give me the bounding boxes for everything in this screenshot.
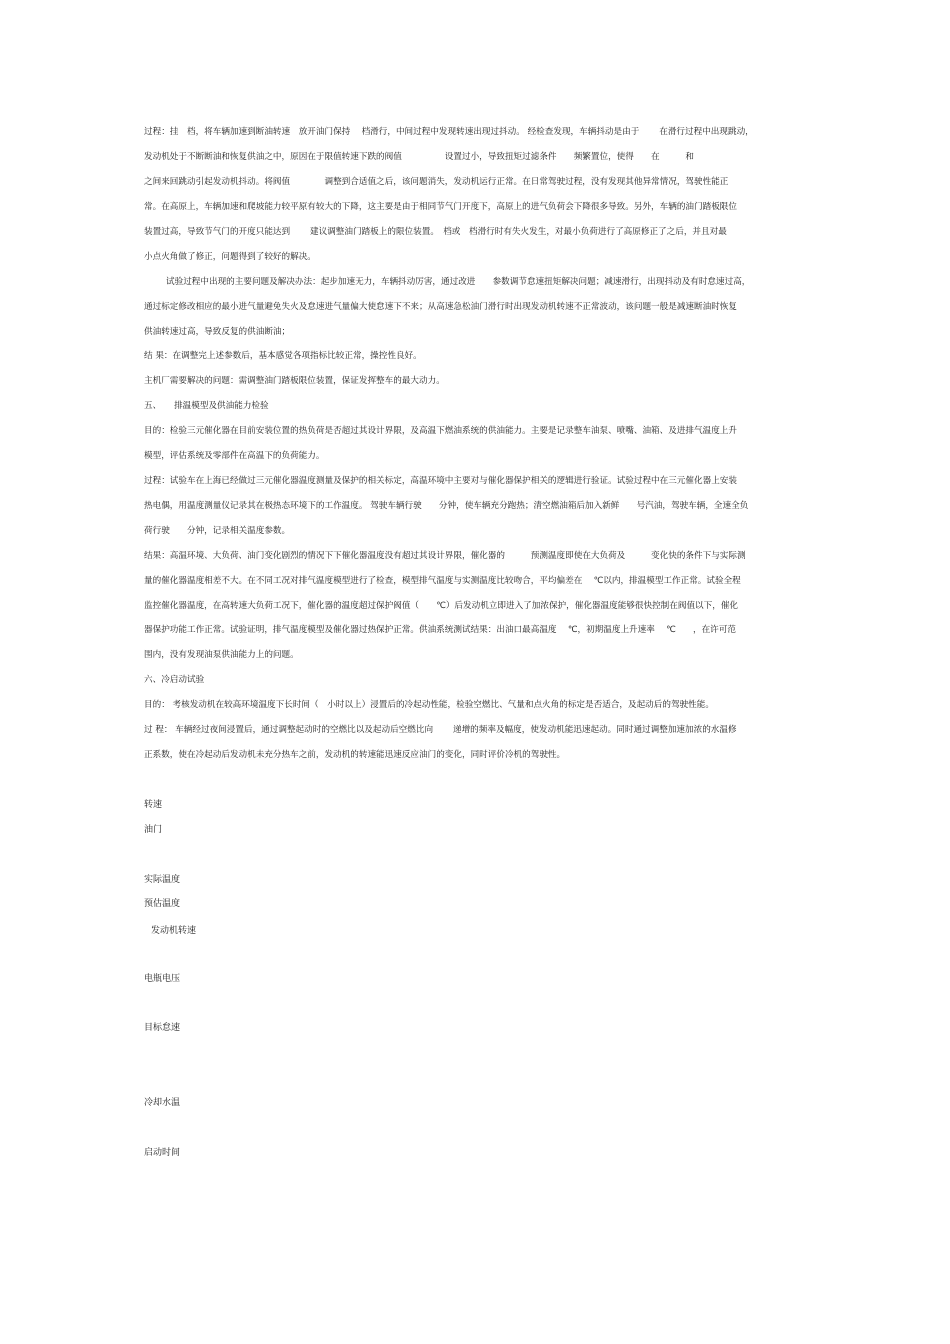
figure-label: 实际温度 [144, 875, 181, 885]
paragraph-line: 小点火角做了修正，问题得到了较好的解决。 [144, 252, 316, 262]
paragraph-line: 目的： 考核发动机在较高环境温度下长时间（ 小时以上）浸置后的冷起动性能，检验空燃比、气量和点火角的标定是否适合，及起动后的驾驶性能。 [144, 700, 714, 710]
paragraph-line: 通过标定修改相应的最小进气量避免失火及怠速进气量偏大使怠速下不来；从高速急松油门滑行时出现发动机转速不正常波动，该问题一般是减速断油时恢复 [144, 302, 737, 312]
figure-label: 启动时间 [144, 1148, 181, 1158]
paragraph-line: 试验过程中出现的主要问题及解决办法：起步加速无力，车辆抖动厉害，通过改进 参数调节怠速扭矩解决问题；减速滑行，出现抖动及有时怠速过高， [166, 277, 751, 287]
paragraph-line: 常。在高原上，车辆加速和爬坡能力较平原有较大的下降，这主要是由于相同节气门开度下，高原上的进气负荷会下降很多导致。另外，车辆的油门踏板限位 [144, 202, 737, 212]
paragraph-line: 荷行驶 分钟，记录相关温度参数。 [144, 526, 291, 536]
paragraph-line: 装置过高，导致节气门的开度只能达到 建议调整油门踏板上的限位装置。 档或 档滑行时有失火发生，对最小负荷进行了高原修正了之后，并且对最 [144, 227, 727, 237]
paragraph-line: 过 程： 车辆经过夜间浸置后，通过调整起动时的空燃比以及起动后空燃比向 递增的频率及幅度，使发动机能迅速起动。同时通过调整加速加浓的水温修 [144, 725, 737, 735]
paragraph-line: 供油转速过高，导致反复的供油断油； [144, 327, 291, 337]
paragraph-line: 结 果：在调整完上述参数后，基本感觉各项指标比较正常，操控性良好。 [144, 351, 422, 361]
paragraph-line: 量的催化器温度相差不大。在不同工况对排气温度模型进行了检查，模型排气温度与实测温度比较吻合，平均偏差在 ℃以内，排温模型工作正常。试验全程 [144, 576, 741, 586]
figure-label: 电瓶电压 [144, 974, 181, 984]
paragraph-line: 目的：检验三元催化器在目前安装位置的热负荷是否超过其设计界限，及高温下燃油系统的供油能力。主要是记录整车油泵、喷嘴、油箱、及进排气温度上升 [144, 426, 737, 436]
paragraph-line: 发动机处于不断断油和恢复供油之中，原因在于限值转速下跌的阀值 设置过小，导致扭矩过滤条件 频繁置位，使得 在 和 [144, 152, 695, 162]
figure-label: 目标怠速 [144, 1023, 181, 1033]
paragraph-line: 器保护功能工作正常。试验证明，排气温度模型及催化器过热保护正常。供油系统测试结果：出油口最高温度 ℃，初期温度上升速率 ℃ ，在许可范 [144, 625, 736, 635]
paragraph-line: 结果：高温环境、大负荷、油门变化剧烈的情况下下催化器温度没有超过其设计界限，催化器的 预测温度即使在大负荷及 变化快的条件下与实际测 [144, 551, 746, 561]
paragraph-line: 模型，评估系统及零部件在高温下的负荷能力。 [144, 451, 325, 461]
paragraph-line: 热电偶，用温度测量仪记录其在极热态环境下的工作温度。 驾驶车辆行驶 分钟，使车辆充分跑热；清空燃油箱后加入新鲜 号汽油，驾驶车辆，全速全负 [144, 501, 749, 511]
figure-label: 油门 [144, 825, 163, 835]
paragraph-line: 监控催化器温度，在高转速大负荷工况下，催化器的温度超过保护阀值（ ℃）后发动机立即进入了加浓保护，催化器温度能够很快控制在阀值以下，催化 [144, 601, 739, 611]
section-heading: 五、 排温模型及供油能力检验 [144, 401, 269, 411]
paragraph-line: 过程：试验车在上海已经做过三元催化器温度测量及保护的相关标定，高温环境中主要对与催化器保护相关的逻辑进行验证。试验过程中在三元催化器上安装 [144, 476, 737, 486]
paragraph-line: 主机厂需要解决的问题：需调整油门踏板限位装置，保证发挥整车的最大动力。 [144, 376, 445, 386]
paragraph-line: 围内，没有发现油泵供油能力上的问题。 [144, 650, 299, 660]
figure-label: 转速 [144, 800, 163, 810]
figure-label: 预估温度 [144, 899, 181, 909]
paragraph-line: 之间来回跳动引起发动机抖动。将阀值 调整到合适值之后，该问题消失，发动机运行正常。在日常驾驶过程，没有发现其他异常情况，驾驶性能正 [144, 177, 729, 187]
figure-label: 发动机转速 [151, 926, 197, 936]
section-heading: 六、冷启动试验 [144, 675, 205, 685]
figure-label: 冷却水温 [144, 1098, 181, 1108]
paragraph-line: 过程：挂 档，将车辆加速到断油转速 放开油门保持 档滑行，中间过程中发现转速出现过抖动。 经检查发现，车辆抖动是由于 在滑行过程中出现跳动， [144, 127, 754, 137]
paragraph-line: 正系数，使在冷起动后发动机未充分热车之前，发动机的转速能迅速反应油门的变化，同时评价冷机的驾驶性。 [144, 750, 566, 760]
